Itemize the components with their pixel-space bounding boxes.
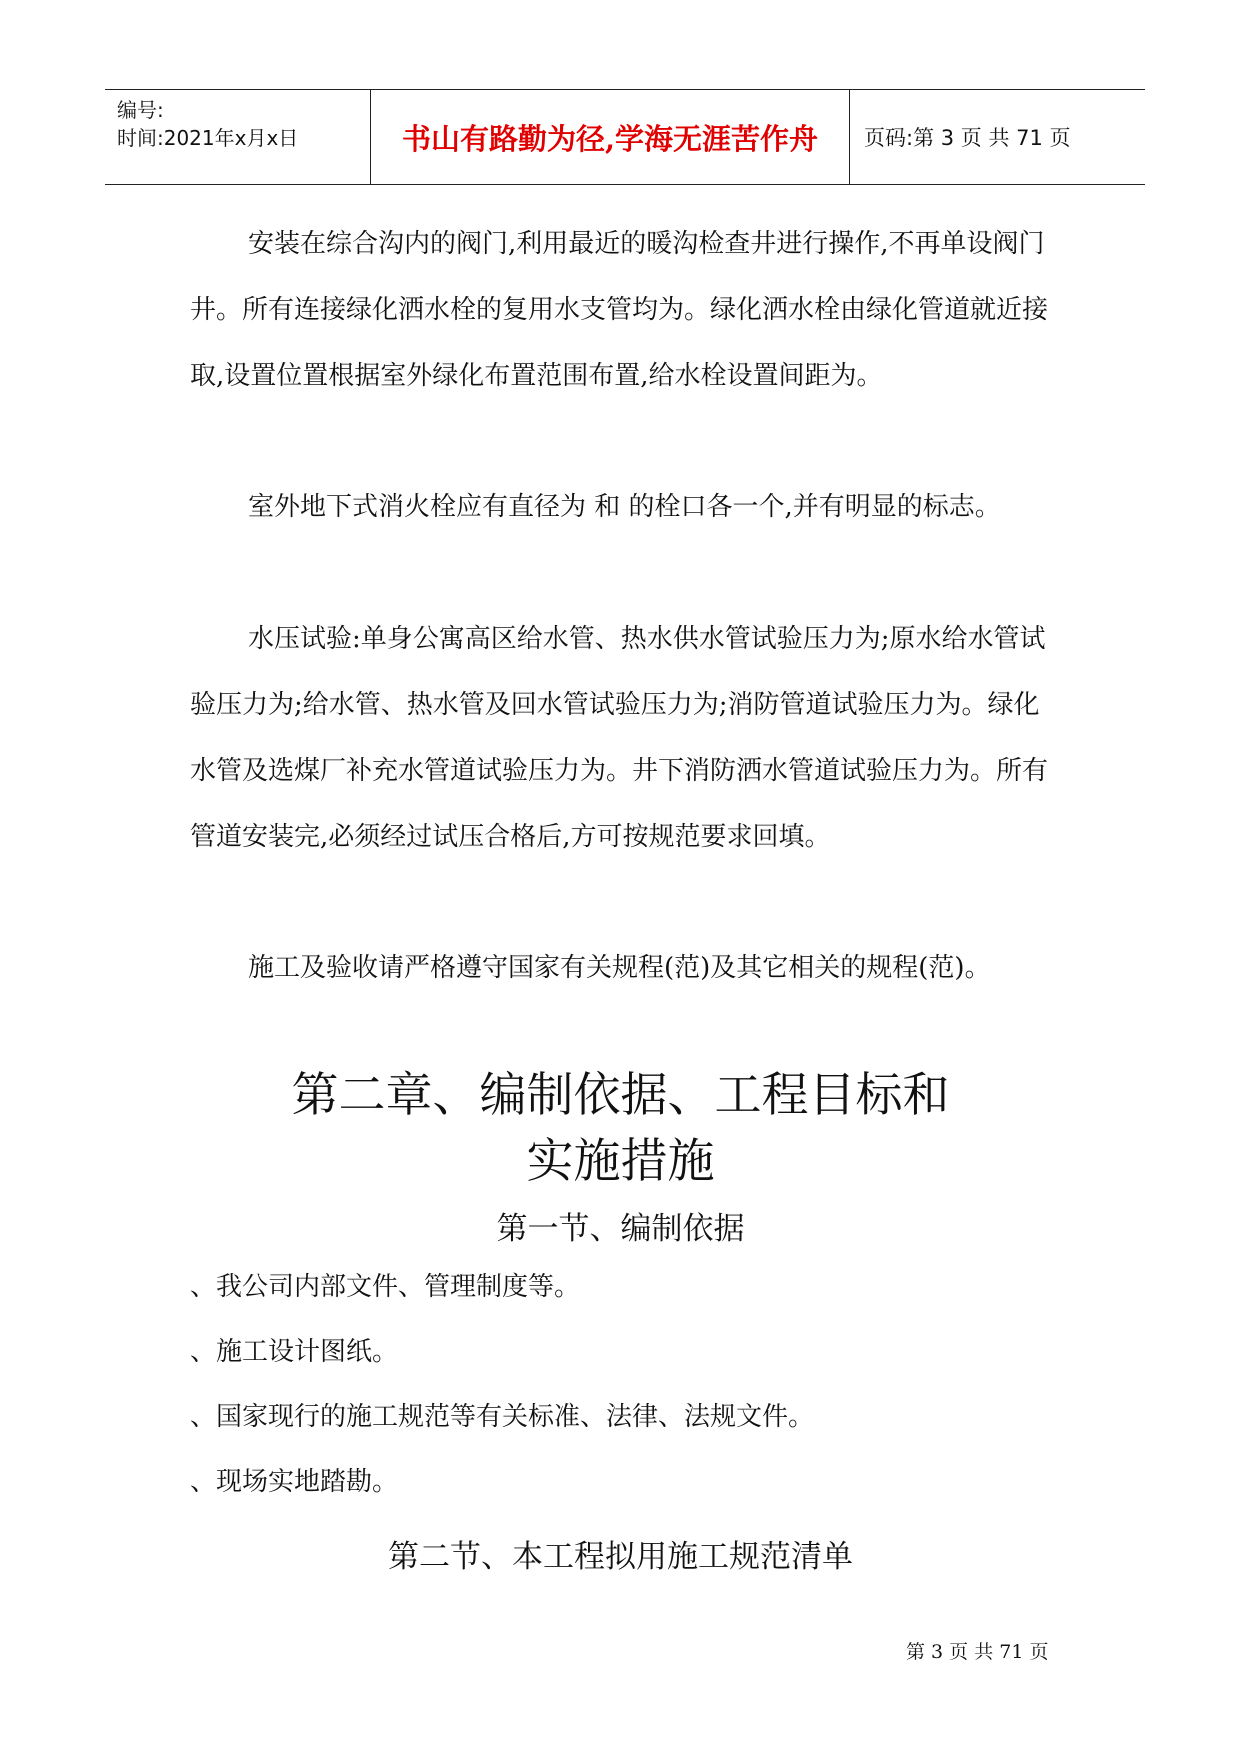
paragraph xyxy=(190,606,1065,870)
page-footer: 第 3 页 共 71 页 xyxy=(906,1641,1049,1663)
paragraph xyxy=(190,211,1065,409)
paragraph-text: 室外地下式消火栓应有直径为 和 的栓口各一个,并有明显的标志。 xyxy=(248,492,1001,522)
section-title: 第二节、本工程拟用施工规范清单 xyxy=(388,1539,853,1575)
header-meta xyxy=(105,90,370,184)
chapter-title xyxy=(0,1063,1241,1195)
list-item: 、施工设计图纸。 xyxy=(190,1337,399,1367)
list-item: 、现场实地踏勘。 xyxy=(190,1467,399,1497)
chapter-title-line: 实施措施 xyxy=(526,1134,715,1189)
page-header xyxy=(105,89,1145,185)
chapter-title-line: 第二章、编制依据、工程目标和 xyxy=(291,1068,950,1123)
header-page-info: 页码:第 3 页 共 71 页 xyxy=(864,126,1071,150)
paragraph-text: 安装在综合沟内的阀门,利用最近的暖沟检查井进行操作,不再单设阀门井。所有连接绿化洒水栓的复用水支管均为。绿化洒水栓由绿化管道就近接取,设置位置根据室外绿化布置范围布置,给水栓设置间距为。 xyxy=(190,229,1049,391)
code-label: 编号: xyxy=(117,98,164,122)
paragraph-text: 水压试验:单身公寓高区给水管、热水供水管试验压力为;原水给水管试验压力为;给水管、热水管及回水管试验压力为;消防管道试验压力为。绿化水管及选煤厂补充水管道试验压力为。井下消防洒水管道试验压力为。所有管道安装完,必须经过试压合格后,方可按规范要求回填。 xyxy=(190,624,1049,852)
paragraph xyxy=(190,474,1065,540)
list-item: 、国家现行的施工规范等有关标准、法律、法规文件。 xyxy=(190,1402,815,1432)
paragraph-text: 施工及验收请严格遵守国家有关规程(范)及其它相关的规程(范)。 xyxy=(248,953,991,983)
header-motto: 书山有路勤为径,学海无涯苦作舟 xyxy=(401,121,819,156)
paragraph xyxy=(190,935,1065,1001)
time-label: 时间:2021年x月x日 xyxy=(117,126,299,150)
list-item: 、我公司内部文件、管理制度等。 xyxy=(190,1272,581,1302)
section-title: 第一节、编制依据 xyxy=(496,1211,745,1247)
